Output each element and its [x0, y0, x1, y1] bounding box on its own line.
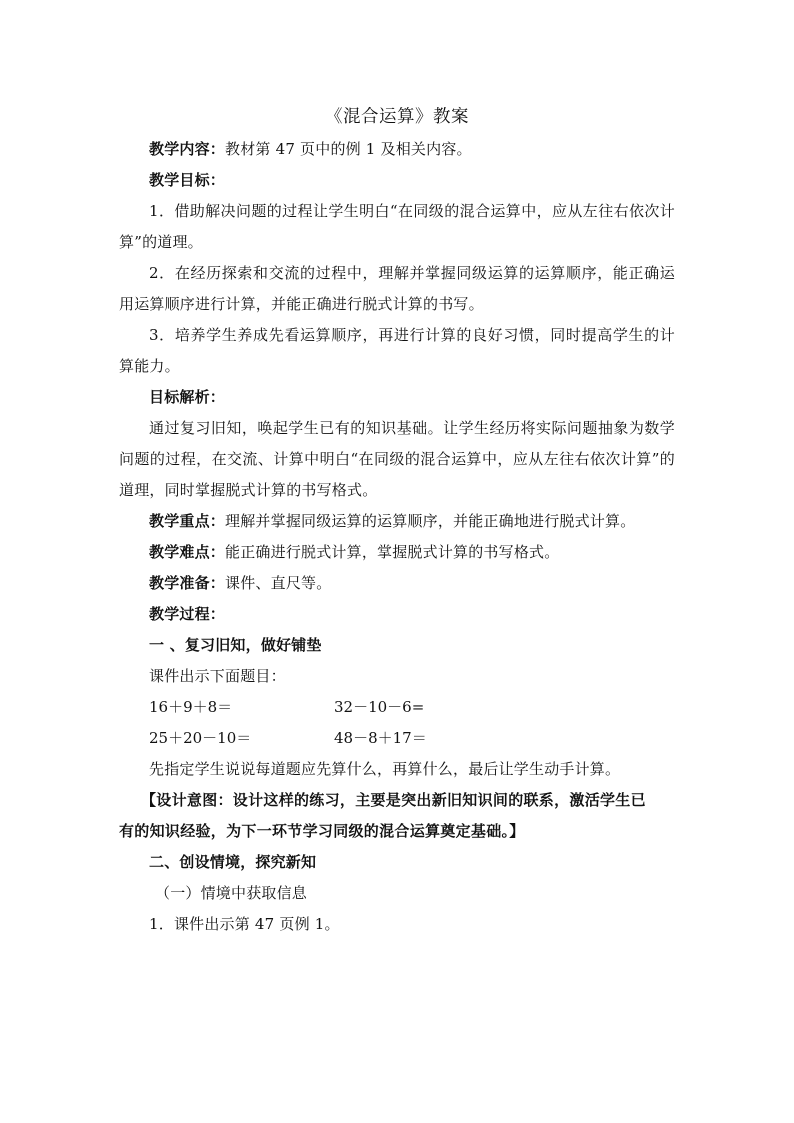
preparation: [119, 568, 675, 599]
preparation-label: 教学准备：: [149, 574, 226, 592]
goal-item-3: 3．培养学生养成先看运算顺序，再进行计算的良好习惯，同时提高学生的计算能力。: [119, 326, 675, 375]
calc-row-1: [119, 692, 675, 723]
teaching-content-text: 教材第 47 页中的例 1 及相关内容。: [225, 140, 472, 158]
calc-expression: 16＋9＋8＝: [149, 698, 233, 716]
difficulty-text: 能正确进行脱式计算，掌握脱式计算的书写格式。: [225, 543, 560, 561]
key-point: [119, 506, 675, 537]
analysis-text: 通过复习旧知，唤起学生已有的知识基础。让学生经历将实际问题抽象为数学问题的过程，在交流、计算中明白“在同级的混合运算中，应从左往右依次计算”的道理，同时掌握脱式计算的书写格式。: [119, 419, 675, 499]
difficulty: [119, 537, 675, 568]
calc-expression: 48－8＋17＝: [334, 729, 427, 747]
analysis-label: 目标解析：: [149, 388, 226, 406]
key-point-text: 理解并掌握同级运算的运算顺序，并能正确地进行脱式计算。: [225, 512, 636, 530]
preparation-text: 课件、直尺等。: [225, 574, 332, 592]
section2-subheading: （一）情境中获取信息: [155, 884, 308, 902]
section2-item1: 1．课件出示第 47 页例 1。: [149, 915, 340, 933]
calc-expression: 25＋20－10＝: [149, 729, 252, 747]
difficulty-label: 教学难点：: [149, 543, 226, 561]
goal-item-2: 2．在经历探索和交流的过程中，理解并掌握同级运算的运算顺序，能正确运用运算顺序进行计算，并能正确进行脱式计算的书写。: [119, 264, 675, 313]
calc-expression: 32－10－6=: [334, 698, 425, 716]
section1-heading: 一 、复习旧知，做好铺垫: [149, 636, 322, 654]
key-point-label: 教学重点：: [149, 512, 226, 530]
process-label: 教学过程：: [149, 605, 226, 623]
calc-row-2: [119, 723, 675, 754]
goal-item-1: 1．借助解决问题的过程让学生明白“在同级的混合运算中，应从左往右依次计算”的道理。: [119, 202, 675, 251]
design-intent-line2: 有的知识经验，为下一环节学习同级的混合运算奠定基础。】: [119, 822, 525, 840]
teaching-goals-label: 教学目标：: [149, 171, 226, 189]
document-page: [119, 100, 675, 940]
teaching-content-label: 教学内容：: [149, 140, 226, 158]
document-title: 《混合运算》教案: [325, 107, 469, 127]
section1-intro: 课件出示下面题目：: [149, 667, 286, 685]
section1-after: 先指定学生说说每道题应先算什么，再算什么，最后让学生动手计算。: [149, 760, 621, 778]
design-intent-line1: 【设计意图：设计这样的练习，主要是突出新旧知识间的联系，激活学生已: [141, 791, 646, 809]
teaching-content: [119, 134, 675, 165]
section2-heading: 二、创设情境，探究新知: [149, 853, 317, 871]
